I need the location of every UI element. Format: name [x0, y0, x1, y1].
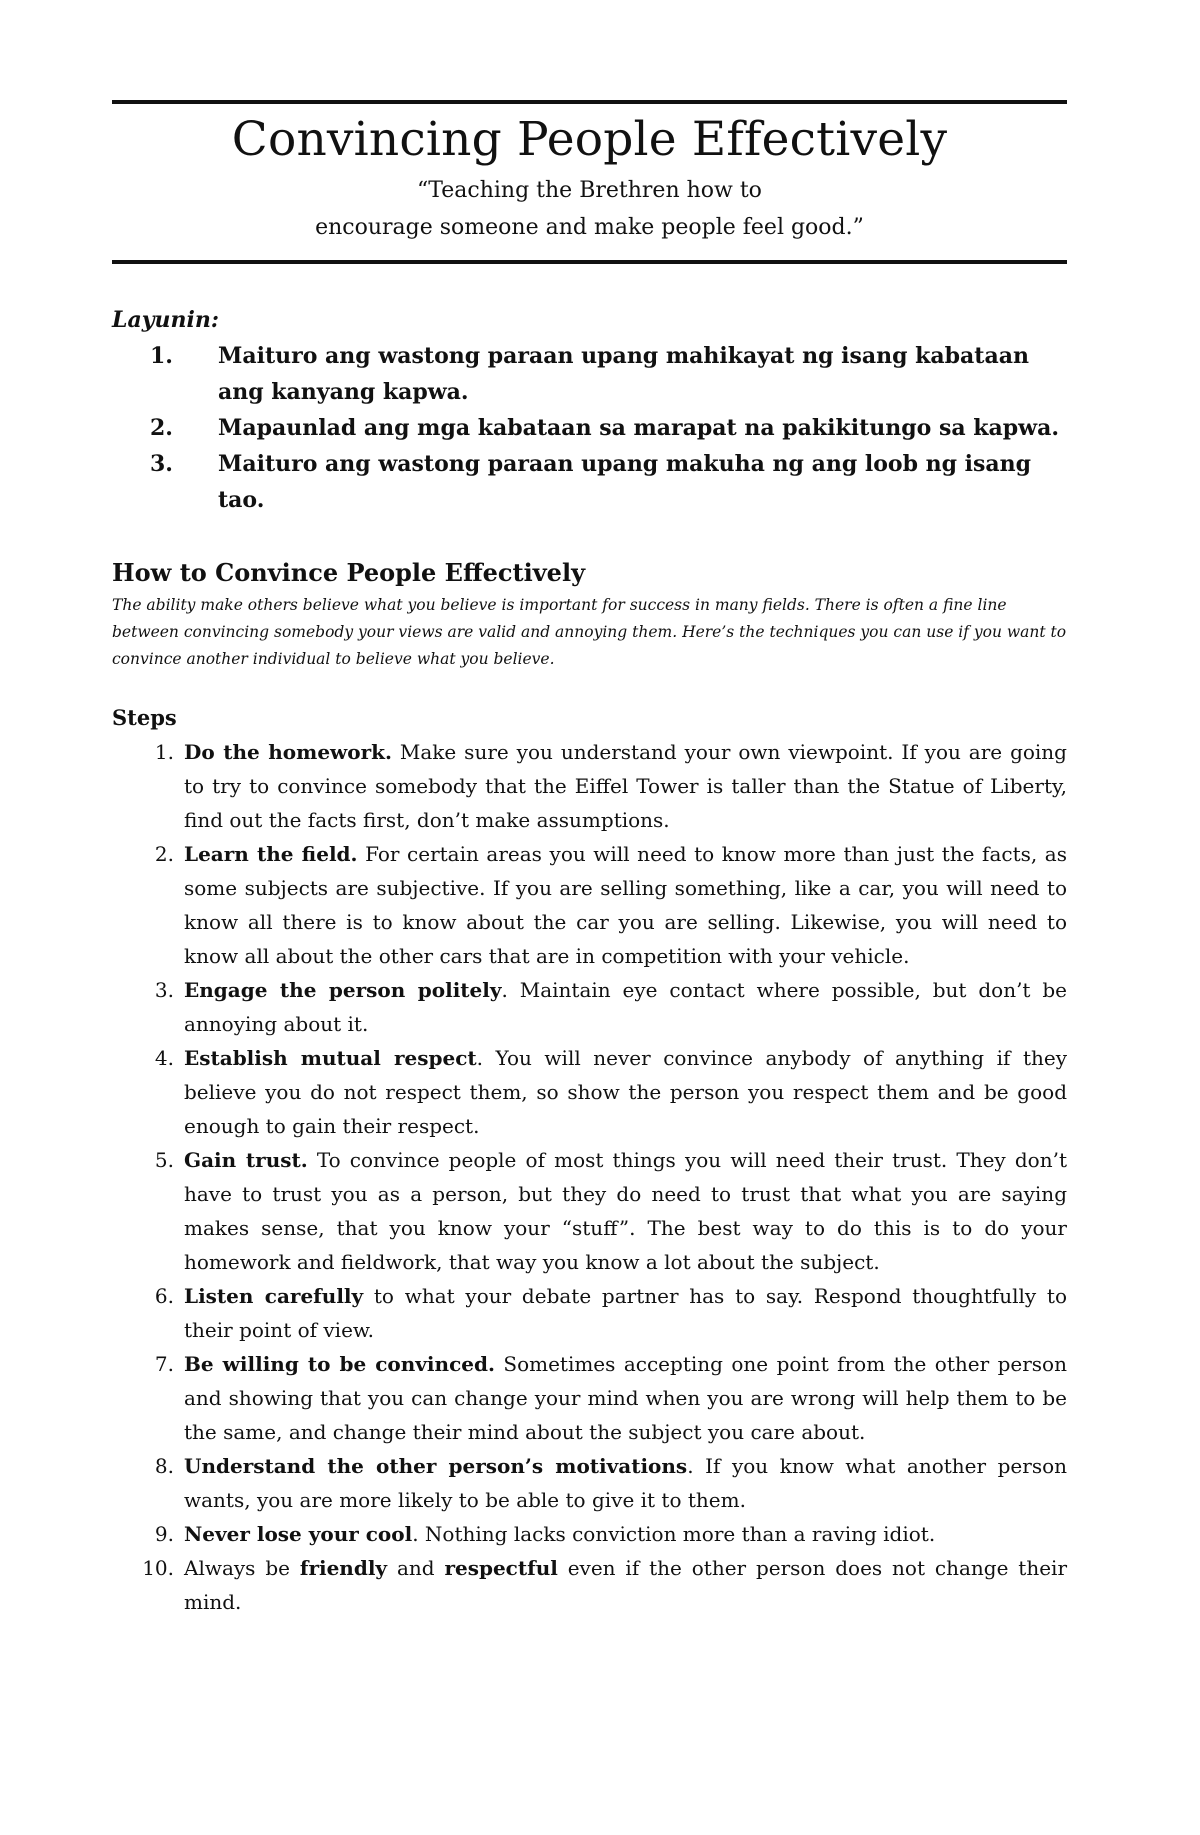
- step-heading: Learn the field.: [184, 842, 358, 866]
- header-top-rule: [112, 100, 1067, 104]
- step-item: [112, 735, 1067, 837]
- step-number: 2.: [154, 842, 174, 866]
- section-heading: How to Convince People Effectively: [112, 558, 586, 587]
- step-emphasis: friendly: [299, 1556, 388, 1580]
- objective-text: Maituro ang wastong paraan upang makuha ng ang loob ng isang tao.: [218, 451, 1032, 513]
- step-number: 1.: [154, 740, 174, 764]
- step-number: 7.: [154, 1352, 174, 1376]
- step-text: Make sure you understand your own viewpoint. If you are going to try to convince somebody that the Eiffel Tower is taller than the Statue of Liberty, find out the facts first, don’t make assumptions.: [184, 740, 1067, 832]
- step-number: 8.: [154, 1454, 174, 1478]
- step-text: and: [387, 1556, 445, 1580]
- step-number: 6.: [154, 1284, 174, 1308]
- step-item: [112, 1517, 1067, 1551]
- step-item: [112, 973, 1067, 1041]
- objective-item: [112, 446, 1067, 518]
- section-intro: The ability make others believe what you believe is important for success in many fields. There is often a fine line between convincing somebody your views are valid and annoying them. Here’s the techniques you can use if you want to convince another individual to believe what you believe.: [112, 596, 1067, 668]
- step-number: 10.: [142, 1556, 174, 1580]
- step-body: [184, 1279, 1067, 1347]
- step-text: . Nothing lacks conviction more than a raving idiot.: [412, 1522, 936, 1546]
- step-number: 9.: [154, 1522, 174, 1546]
- objective-item: [112, 410, 1067, 446]
- step-body: [184, 837, 1067, 973]
- step-item: [112, 1041, 1067, 1143]
- step-text: To convince people of most things you will need their trust. They don’t have to trust you as a person, but they do need to trust that what you are saying makes sense, that you know your “stuff”. The best way to do this is to do your homework and fieldwork, that way you know a lot about the subject.: [184, 1148, 1067, 1274]
- objective-number: 1.: [150, 343, 173, 369]
- step-emphasis: respectful: [444, 1556, 558, 1580]
- objective-item: [112, 338, 1067, 410]
- step-body: [184, 1143, 1067, 1279]
- document-page: [112, 100, 1067, 1619]
- step-text: Always be: [184, 1556, 300, 1580]
- objective-number: 3.: [150, 451, 173, 477]
- step-number: 3.: [154, 978, 174, 1002]
- step-heading: Gain trust.: [184, 1148, 308, 1172]
- tagline-line-2: encourage someone and make people feel good.”: [315, 215, 864, 240]
- objectives-label: Layunin:: [112, 307, 219, 333]
- step-item: [112, 1347, 1067, 1449]
- step-text: even if the other person does not change their mind.: [184, 1556, 1068, 1614]
- steps-label: Steps: [112, 705, 177, 730]
- tagline-line-1: “Teaching the Brethren how to: [417, 178, 762, 203]
- step-item: [112, 837, 1067, 973]
- step-heading: Listen carefully: [184, 1284, 364, 1308]
- step-heading: Be willing to be convinced.: [184, 1352, 495, 1376]
- step-body: [184, 1551, 1067, 1619]
- objectives-list: [112, 338, 1067, 518]
- header-bottom-rule: [112, 260, 1067, 264]
- page-title: Convincing People Effectively: [231, 112, 948, 167]
- step-body: [184, 735, 1067, 837]
- step-number: 4.: [154, 1046, 174, 1070]
- step-item: [112, 1449, 1067, 1517]
- steps-list: [112, 735, 1067, 1619]
- step-heading: Understand the other person’s motivations: [184, 1454, 688, 1478]
- objective-text: Mapaunlad ang mga kabataan sa marapat na pakikitungo sa kapwa.: [218, 415, 1060, 441]
- step-body: [184, 973, 1067, 1041]
- step-text: to what your debate partner has to say. Respond thoughtfully to their point of view.: [184, 1284, 1068, 1342]
- step-heading: Never lose your cool: [184, 1522, 413, 1546]
- step-item: [112, 1143, 1067, 1279]
- step-heading: Establish mutual respect: [184, 1046, 477, 1070]
- step-body: [184, 1449, 1067, 1517]
- step-body: [184, 1517, 1067, 1551]
- step-text: Sometimes accepting one point from the other person and showing that you can change your mind when you are wrong will help them to be the same, and change their mind about the subject you care about.: [184, 1352, 1067, 1444]
- step-heading: Engage the person politely: [184, 978, 502, 1002]
- objective-text: Maituro ang wastong paraan upang mahikayat ng isang kabataan ang kanyang kapwa.: [218, 343, 1029, 405]
- step-text: For certain areas you will need to know more than just the facts, as some subjects are subjective. If you are selling something, like a car, you will need to know all there is to know about the car you are selling. Likewise, you will need to know all about the other cars that are in competition with your vehicle.: [184, 842, 1067, 968]
- step-body: [184, 1347, 1067, 1449]
- step-item: [112, 1279, 1067, 1347]
- step-body: [184, 1041, 1067, 1143]
- objective-number: 2.: [150, 415, 173, 441]
- step-heading: Do the homework.: [184, 740, 392, 764]
- step-item: [112, 1551, 1067, 1619]
- step-number: 5.: [154, 1148, 174, 1172]
- step-text: . You will never convince anybody of anything if they believe you do not respect them, so show the person you respect them and be good enough to gain their respect.: [184, 1046, 1067, 1138]
- step-text: . Maintain eye contact where possible, but don’t be annoying about it.: [184, 978, 1067, 1036]
- step-text: . If you know what another person wants, you are more likely to be able to give it to them.: [184, 1454, 1068, 1512]
